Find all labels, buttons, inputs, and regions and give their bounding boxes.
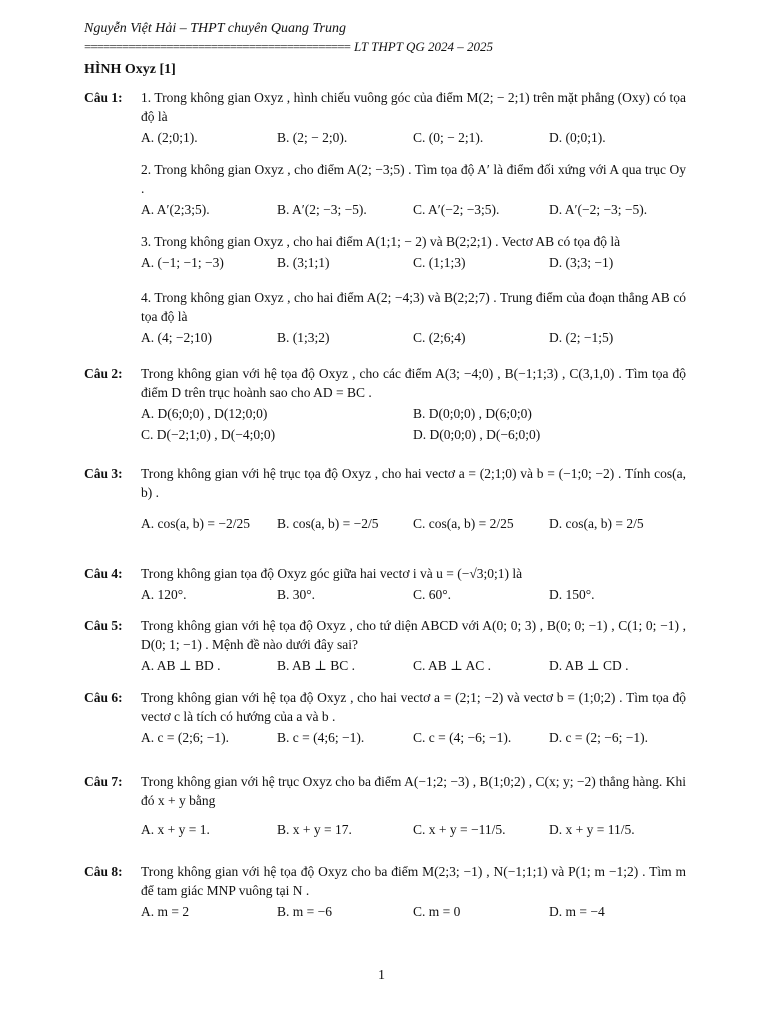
question-stem: Trong không gian với hệ tọa độ Oxyz , cho các điểm A(3; −4;0) , B(−1;1;3) , C(3,1,0) . Tìm tọa độ điểm D trên trục hoành sao cho AD = BC . — [141, 366, 686, 400]
question-body — [141, 564, 686, 604]
question-stem: Trong không gian với hệ tọa độ Oxyz , cho hai vectơ a = (2;1; −2) và vectơ b = (1;0;2) . Tìm tọa độ vectơ c là tích có hướng của a và b . — [141, 690, 686, 724]
option-row — [141, 514, 686, 533]
option-d: D. A′(−2; −3; −5). — [549, 202, 648, 217]
page-number: 1 — [378, 968, 385, 983]
option-d: D. m = −4 — [549, 904, 605, 919]
option-d: D. cos(a, b) = 2/5 — [549, 516, 644, 531]
option-c: C. c = (4; −6; −1). — [413, 730, 512, 745]
option-row — [141, 404, 686, 423]
question-stem: 1. Trong không gian Oxyz , hình chiếu vuông góc của điểm M(2; − 2;1) trên mặt phẳng (Oxy) có tọa độ là — [141, 90, 686, 124]
question-1-part-4 — [141, 288, 686, 347]
question-label: Câu 2: — [84, 366, 123, 381]
question-stem: 3. Trong không gian Oxyz , cho hai điểm A(1;1; − 2) và B(2;2;1) . Vectơ AB có tọa độ là — [141, 234, 621, 249]
option-a: A. x + y = 1. — [141, 822, 210, 837]
question-label: Câu 5: — [84, 618, 123, 633]
option-b: B. (1;3;2) — [277, 330, 330, 345]
option-d: D. 150°. — [549, 587, 595, 602]
option-b: B. (3;1;1) — [277, 255, 330, 270]
option-a: A. 120°. — [141, 587, 187, 602]
option-b: B. c = (4;6; −1). — [277, 730, 365, 745]
option-row — [141, 902, 686, 921]
question-label: Câu 3: — [84, 466, 123, 481]
question-1-part-1 — [141, 88, 686, 147]
question-stem: Trong không gian với hệ trục Oxyz cho ba điểm A(−1;2; −3) , B(1;0;2) , C(x; y; −2) thẳng hàng. Khi đó x + y bằng — [141, 774, 686, 808]
question-label: Câu 1: — [84, 90, 123, 105]
option-c: C. (1;1;3) — [413, 255, 466, 270]
header-rule-line — [84, 38, 684, 55]
option-b: B. A′(2; −3; −5). — [277, 202, 367, 217]
option-c: C. AB ⊥ AC . — [413, 658, 491, 673]
option-row — [141, 656, 686, 675]
option-c: C. m = 0 — [413, 904, 461, 919]
option-row — [141, 820, 686, 839]
question-1-part-3 — [141, 232, 686, 272]
option-c: C. cos(a, b) = 2/25 — [413, 516, 514, 531]
option-b: B. 30°. — [277, 587, 316, 602]
option-b: B. cos(a, b) = −2/5 — [277, 516, 379, 531]
question-label: Câu 7: — [84, 774, 123, 789]
option-b: B. m = −6 — [277, 904, 332, 919]
question-body — [141, 688, 686, 747]
option-a: A. (4; −2;10) — [141, 330, 212, 345]
question-label: Câu 4: — [84, 566, 123, 581]
option-b: B. D(0;0;0) , D(6;0;0) — [413, 406, 532, 421]
option-c: C. D(−2;1;0) , D(−4;0;0) — [141, 427, 276, 442]
option-b: B. x + y = 17. — [277, 822, 352, 837]
option-a: A. (−1; −1; −3) — [141, 255, 224, 270]
question-body — [141, 616, 686, 675]
option-row — [141, 728, 686, 747]
option-a: A. c = (2;6; −1). — [141, 730, 229, 745]
question-stem: Trong không gian tọa độ Oxyz góc giữa hai vectơ i và u = (−√3;0;1) là — [141, 566, 523, 581]
question-body — [141, 772, 686, 839]
option-a: A. D(6;0;0) , D(12;0;0) — [141, 406, 268, 421]
option-b: B. (2; − 2;0). — [277, 130, 348, 145]
option-d: D. (2; −1;5) — [549, 330, 614, 345]
question-stem: Trong không gian với hệ trục tọa độ Oxyz , cho hai vectơ a = (2;1;0) và b = (−1;0; −2) . Tính cos(a, b) . — [141, 466, 686, 500]
question-stem: 2. Trong không gian Oxyz , cho điểm A(2; −3;5) . Tìm tọa độ A′ là điểm đối xứng với A qua trục Oy . — [141, 162, 686, 196]
question-stem: 4. Trong không gian Oxyz , cho hai điểm A(2; −4;3) và B(2;2;7) . Trung điểm của đoạn thẳng AB có tọa độ là — [141, 290, 686, 324]
option-row — [141, 425, 686, 444]
option-a: A. cos(a, b) = −2/25 — [141, 516, 250, 531]
question-stem: Trong không gian với hệ tọa độ Oxyz cho ba điểm M(2;3; −1) , N(−1;1;1) và P(1; m −1;2) . Tìm m để tam giác MNP vuông tại N . — [141, 864, 686, 898]
option-a: A. A′(2;3;5). — [141, 202, 210, 217]
question-stem: Trong không gian với hệ tọa độ Oxyz , cho tứ diện ABCD với A(0; 0; 3) , B(0; 0; −1) , C(1; 0; −1) , D(0; 1; −1) . Mệnh đề nào dưới đây sai? — [141, 618, 686, 652]
option-row — [141, 128, 686, 147]
header-exam: LT THPT QG 2024 – 2025 — [353, 39, 493, 54]
option-c: C. 60°. — [413, 587, 452, 602]
page-header — [84, 20, 684, 55]
option-c: C. (0; − 2;1). — [413, 130, 484, 145]
option-c: C. (2;6;4) — [413, 330, 466, 345]
option-c: C. x + y = −11/5. — [413, 822, 506, 837]
option-d: D. x + y = 11/5. — [549, 822, 635, 837]
option-row — [141, 200, 686, 219]
option-row — [141, 328, 686, 347]
section-title: HÌNH Oxyz [1] — [84, 62, 176, 77]
option-b: B. AB ⊥ BC . — [277, 658, 355, 673]
header-rule: ========================================== — [84, 39, 350, 54]
option-row — [141, 585, 686, 604]
option-a: A. m = 2 — [141, 904, 190, 919]
option-a: A. (2;0;1). — [141, 130, 198, 145]
question-body — [141, 464, 686, 533]
header-author: Nguyễn Việt Hải – THPT chuyên Quang Trung — [84, 21, 346, 36]
option-d: D. AB ⊥ CD . — [549, 658, 629, 673]
question-1 — [84, 88, 686, 358]
question-label: Câu 6: — [84, 690, 123, 705]
question-body — [141, 862, 686, 921]
option-d: D. (3;3; −1) — [549, 255, 614, 270]
option-a: A. AB ⊥ BD . — [141, 658, 221, 673]
question-1-part-2 — [141, 160, 686, 219]
option-d: D. D(0;0;0) , D(−6;0;0) — [413, 427, 541, 442]
question-body — [141, 364, 686, 444]
option-row — [141, 253, 686, 272]
option-c: C. A′(−2; −3;5). — [413, 202, 500, 217]
question-label: Câu 8: — [84, 864, 123, 879]
option-d: D. c = (2; −6; −1). — [549, 730, 648, 745]
option-d: D. (0;0;1). — [549, 130, 606, 145]
